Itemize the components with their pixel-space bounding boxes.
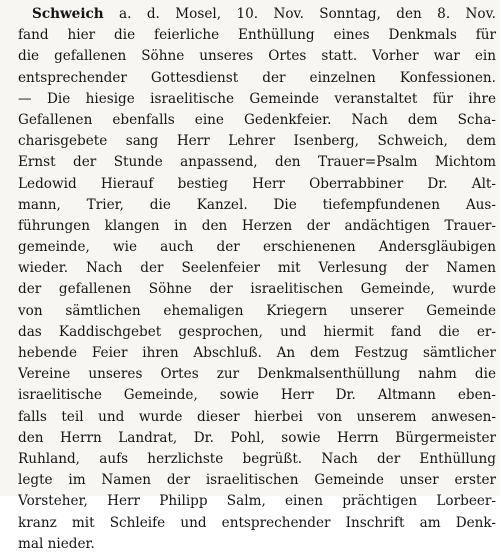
article-line: den Herrn Landrat, Dr. Pohl, sowie Herrn Bürgermeister <box>18 429 496 446</box>
article-line: charisgebete sang Herr Lehrer Isenberg, Schweich, dem <box>18 133 496 150</box>
article-line: gemeinde, wie auch der erschienenen Andersgläubigen <box>18 239 496 256</box>
article-line: wieder. Nach der Seelenfeier mit Verlesung der Namen <box>18 260 496 277</box>
article-line: der gefallenen Söhne der israelitischen Gemeinde, wurde <box>18 281 496 298</box>
article-line: Vereine unseres Ortes zur Denkmalsenthüllung nahm die <box>18 366 496 383</box>
article-line: Vorsteher, Herr Philipp Salm, einen prächtigen Lorbeer- <box>18 493 496 510</box>
article-line: israelitische Gemeinde, sowie Herr Dr. Altmann eben- <box>18 387 496 404</box>
article-line: Ruhland, aufs herzlichste begrüßt. Nach der Enthüllung <box>18 450 496 467</box>
article-body <box>18 4 496 555</box>
article-line: Gefallenen ebenfalls eine Gedenkfeier. Nach dem Scha- <box>18 111 496 128</box>
article-line: mann, Trier, die Kanzel. Die tiefempfundenen Aus- <box>18 196 496 213</box>
article-line: legte im Namen der israelitischen Gemeinde unser erster <box>18 472 496 489</box>
dateline: Schweich <box>32 6 104 22</box>
article-line: führungen klangen in den Herzen der andächtigen Trauer- <box>18 217 496 234</box>
article-line: — Die hiesige israelitische Gemeinde veranstaltet für ihre <box>18 90 496 107</box>
article-line <box>18 4 496 25</box>
article-line: kranz mit Schleife und entsprechender Inschrift am Denk- <box>18 514 496 531</box>
article-line: mal nieder. <box>18 535 95 552</box>
article-line: von sämtlichen ehemaligen Kriegern unserer Gemeinde <box>18 302 496 319</box>
article-line: hebende Feier ihren Abschluß. An dem Festzug sämtlicher <box>18 345 496 361</box>
article-line: falls teil und wurde dieser hierbei von unserem anwesen- <box>18 408 496 425</box>
article-line: Ernst der Stunde anpassend, den Trauer=Psalm Michtom <box>18 154 496 171</box>
article-line: Ledowid Hierauf bestieg Herr Oberrabbiner Dr. Alt- <box>18 175 496 192</box>
dateline-rest: a. d. Mosel, 10. Nov. Sonntag, den 8. Nov. <box>119 6 496 22</box>
article-line: die gefallenen Söhne unseres Ortes statt. Vorher war ein <box>18 48 496 65</box>
article-line: fand hier die feierliche Enthüllung eines Denkmals für <box>18 27 496 44</box>
article-line: entsprechender Gottesdienst der einzelnen Konfessionen. <box>18 69 496 86</box>
article-line: das Kaddischgebet gesprochen, und hiermit fand die er- <box>18 323 496 340</box>
